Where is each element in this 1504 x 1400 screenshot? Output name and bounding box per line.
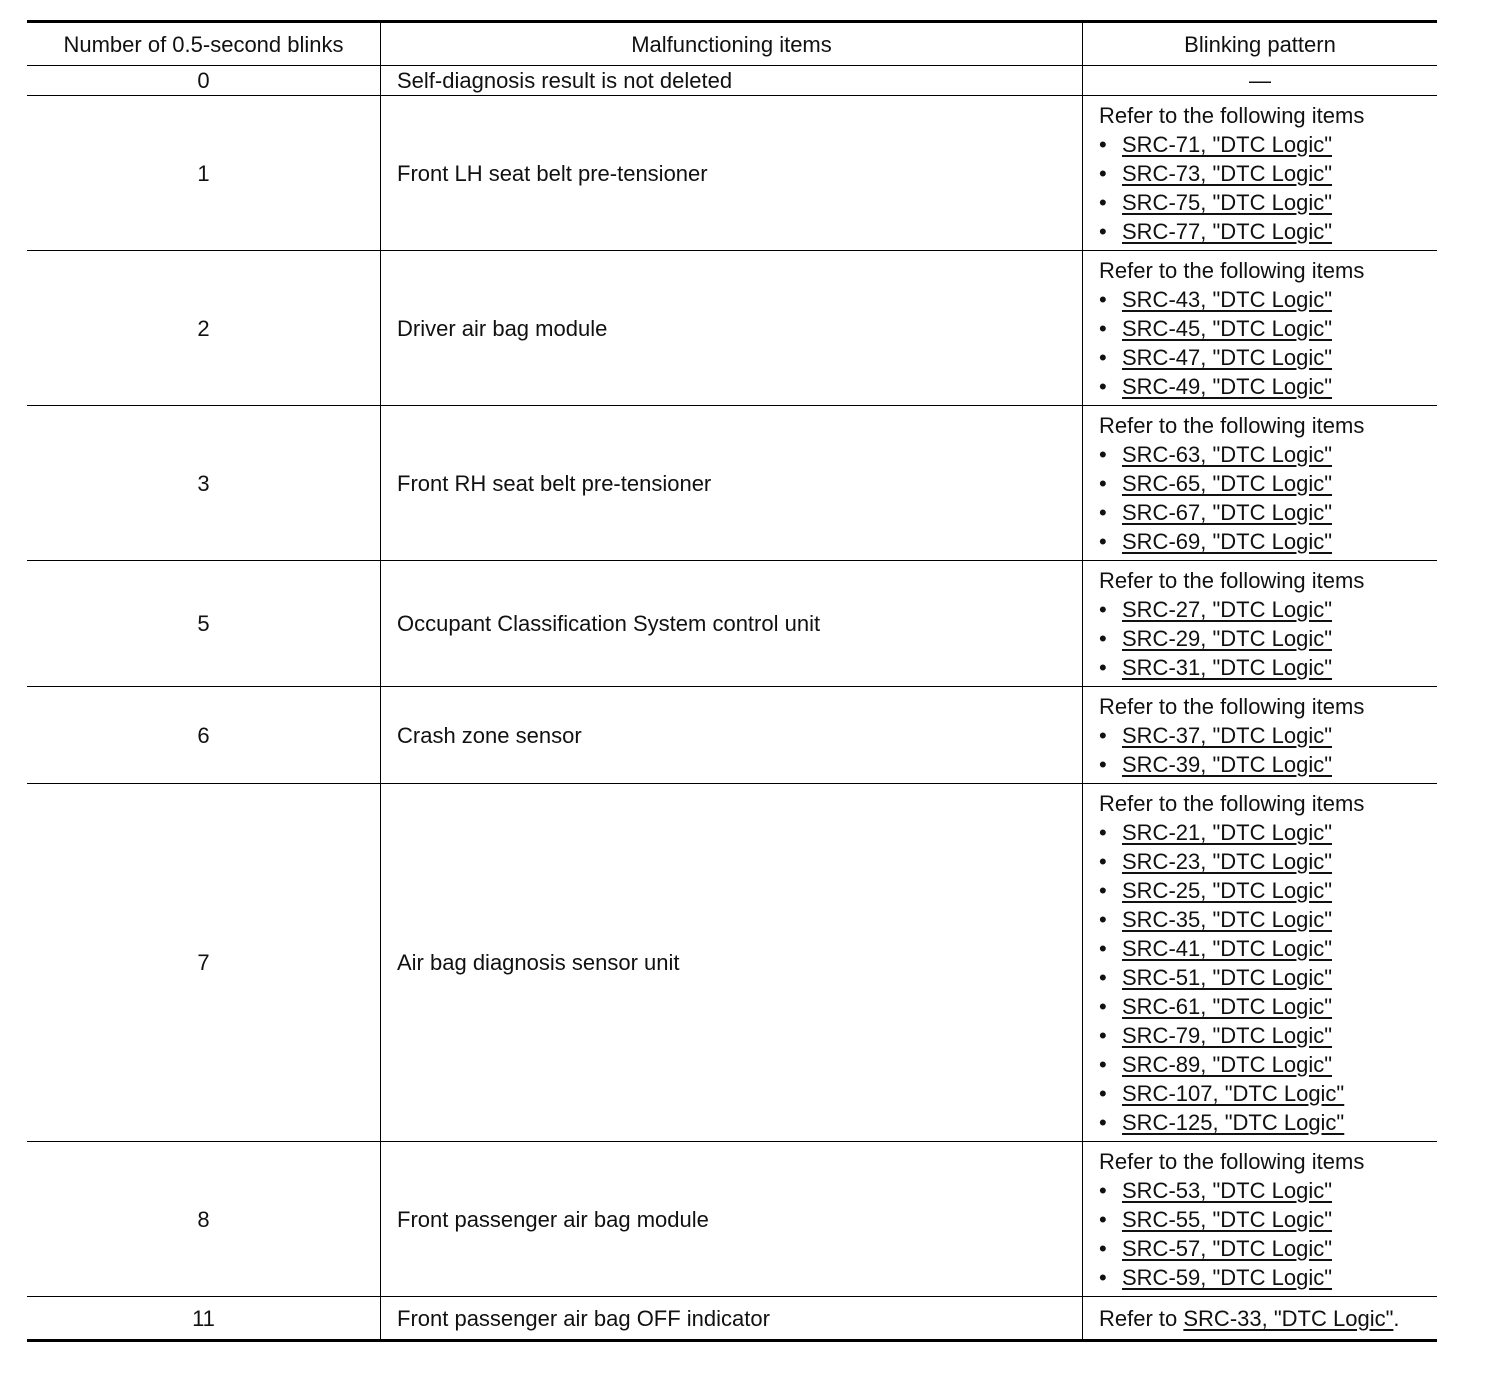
refs-lead: Refer to the following items — [1099, 694, 1365, 719]
pattern-cell — [1083, 1142, 1438, 1297]
refs-lead: Refer to the following items — [1099, 413, 1365, 438]
ref-link[interactable]: SRC-23, "DTC Logic" — [1122, 849, 1333, 874]
ref-link[interactable]: SRC-77, "DTC Logic" — [1122, 219, 1333, 244]
ref-list — [1099, 1176, 1437, 1292]
ref-link[interactable]: SRC-65, "DTC Logic" — [1122, 471, 1333, 496]
ref-item — [1099, 527, 1437, 556]
ref-link[interactable]: SRC-41, "DTC Logic" — [1122, 936, 1333, 961]
blinks-cell: 8 — [27, 1142, 381, 1297]
pattern-cell — [1083, 561, 1438, 687]
diagnosis-table — [27, 20, 1437, 1342]
blinks-cell: 0 — [27, 66, 381, 96]
ref-item — [1099, 159, 1437, 188]
ref-link[interactable]: SRC-57, "DTC Logic" — [1122, 1236, 1333, 1261]
ref-item — [1099, 469, 1437, 498]
pattern-cell — [1083, 406, 1438, 561]
pattern-cell — [1083, 66, 1438, 96]
ref-item — [1099, 1108, 1437, 1137]
ref-item — [1099, 1263, 1437, 1292]
refs-lead: Refer to the following items — [1099, 791, 1365, 816]
bullet: • — [1099, 1023, 1107, 1048]
item-cell: Front LH seat belt pre-tensioner — [381, 96, 1083, 251]
pattern-cell — [1083, 784, 1438, 1142]
header-pattern: Blinking pattern — [1083, 22, 1438, 66]
ref-item — [1099, 188, 1437, 217]
bullet: • — [1099, 219, 1107, 244]
refs-lead: Refer to the following items — [1099, 1149, 1365, 1174]
bullet: • — [1099, 161, 1107, 186]
ref-item — [1099, 934, 1437, 963]
ref-item — [1099, 130, 1437, 159]
refs-lead: Refer to the following items — [1099, 103, 1365, 128]
bullet: • — [1099, 723, 1107, 748]
item-cell: Front RH seat belt pre-tensioner — [381, 406, 1083, 561]
ref-link[interactable]: SRC-39, "DTC Logic" — [1122, 752, 1333, 777]
ref-link[interactable]: SRC-25, "DTC Logic" — [1122, 878, 1333, 903]
bullet: • — [1099, 500, 1107, 525]
table-row — [27, 1142, 1437, 1297]
bullet: • — [1099, 936, 1107, 961]
bullet: • — [1099, 994, 1107, 1019]
ref-link[interactable]: SRC-67, "DTC Logic" — [1122, 500, 1333, 525]
pattern-cell — [1083, 1297, 1438, 1341]
ref-link[interactable]: SRC-125, "DTC Logic" — [1122, 1110, 1345, 1135]
ref-link[interactable]: SRC-75, "DTC Logic" — [1122, 190, 1333, 215]
ref-item — [1099, 653, 1437, 682]
ref-list — [1099, 818, 1437, 1137]
pattern-cell — [1083, 251, 1438, 406]
ref-item — [1099, 1050, 1437, 1079]
item-cell: Crash zone sensor — [381, 687, 1083, 784]
bullet: • — [1099, 190, 1107, 215]
ref-item — [1099, 285, 1437, 314]
refs-lead: Refer to the following items — [1099, 258, 1365, 283]
bullet: • — [1099, 1265, 1107, 1290]
ref-link[interactable]: SRC-61, "DTC Logic" — [1122, 994, 1333, 1019]
ref-item — [1099, 440, 1437, 469]
ref-list — [1099, 595, 1437, 682]
ref-link[interactable]: SRC-29, "DTC Logic" — [1122, 626, 1333, 651]
bullet: • — [1099, 287, 1107, 312]
blinks-cell: 6 — [27, 687, 381, 784]
bullet: • — [1099, 820, 1107, 845]
ref-item — [1099, 1176, 1437, 1205]
table-row — [27, 1297, 1437, 1341]
bullet: • — [1099, 1178, 1107, 1203]
ref-link[interactable]: SRC-35, "DTC Logic" — [1122, 907, 1333, 932]
ref-item — [1099, 721, 1437, 750]
ref-link[interactable]: SRC-27, "DTC Logic" — [1122, 597, 1333, 622]
bullet: • — [1099, 442, 1107, 467]
bullet: • — [1099, 1110, 1107, 1135]
table-row — [27, 784, 1437, 1142]
blinks-cell: 5 — [27, 561, 381, 687]
header-blinks: Number of 0.5-second blinks — [27, 22, 381, 66]
table-row — [27, 561, 1437, 687]
blinks-cell: 7 — [27, 784, 381, 1142]
bullet: • — [1099, 878, 1107, 903]
ref-link[interactable]: SRC-63, "DTC Logic" — [1122, 442, 1333, 467]
ref-item — [1099, 217, 1437, 246]
ref-item — [1099, 905, 1437, 934]
bullet: • — [1099, 907, 1107, 932]
inline-suffix: . — [1393, 1305, 1400, 1331]
inline-prefix: Refer to — [1099, 1305, 1184, 1331]
table-row — [27, 406, 1437, 561]
ref-item — [1099, 1205, 1437, 1234]
ref-item — [1099, 1234, 1437, 1263]
ref-item — [1099, 847, 1437, 876]
bullet: • — [1099, 529, 1107, 554]
ref-item — [1099, 314, 1437, 343]
bullet: • — [1099, 345, 1107, 370]
ref-item — [1099, 963, 1437, 992]
ref-link[interactable]: SRC-21, "DTC Logic" — [1122, 820, 1333, 845]
ref-link[interactable]: SRC-43, "DTC Logic" — [1122, 287, 1333, 312]
ref-link[interactable]: SRC-79, "DTC Logic" — [1122, 1023, 1333, 1048]
bullet: • — [1099, 1081, 1107, 1106]
ref-link[interactable]: SRC-69, "DTC Logic" — [1122, 529, 1333, 554]
blinks-cell: 1 — [27, 96, 381, 251]
refs-lead: Refer to the following items — [1099, 568, 1365, 593]
ref-link[interactable]: SRC-73, "DTC Logic" — [1122, 161, 1333, 186]
ref-link[interactable]: SRC-47, "DTC Logic" — [1122, 345, 1333, 370]
pattern-cell — [1083, 96, 1438, 251]
ref-item — [1099, 1079, 1437, 1108]
ref-item — [1099, 498, 1437, 527]
ref-item — [1099, 992, 1437, 1021]
bullet: • — [1099, 1052, 1107, 1077]
bullet: • — [1099, 626, 1107, 651]
bullet: • — [1099, 374, 1107, 399]
ref-item — [1099, 343, 1437, 372]
item-cell: Occupant Classification System control unit — [381, 561, 1083, 687]
ref-item — [1099, 876, 1437, 905]
bullet: • — [1099, 1207, 1107, 1232]
ref-link[interactable]: SRC-31, "DTC Logic" — [1122, 655, 1333, 680]
blinks-cell: 11 — [27, 1297, 381, 1341]
table-row — [27, 96, 1437, 251]
ref-link[interactable]: SRC-71, "DTC Logic" — [1122, 132, 1333, 157]
ref-item — [1099, 372, 1437, 401]
item-cell: Air bag diagnosis sensor unit — [381, 784, 1083, 1142]
ref-list — [1099, 130, 1437, 246]
ref-item — [1099, 624, 1437, 653]
item-cell: Self-diagnosis result is not deleted — [381, 66, 1083, 96]
pattern-cell — [1083, 687, 1438, 784]
ref-list — [1099, 440, 1437, 556]
bullet: • — [1099, 316, 1107, 341]
item-cell: Front passenger air bag OFF indicator — [381, 1297, 1083, 1341]
ref-link[interactable]: SRC-89, "DTC Logic" — [1122, 1052, 1333, 1077]
header-items: Malfunctioning items — [381, 22, 1083, 66]
header-row — [27, 22, 1437, 66]
item-cell: Front passenger air bag module — [381, 1142, 1083, 1297]
bullet: • — [1099, 1236, 1107, 1261]
bullet: • — [1099, 471, 1107, 496]
item-cell: Driver air bag module — [381, 251, 1083, 406]
bullet: • — [1099, 655, 1107, 680]
ref-list — [1099, 285, 1437, 401]
blinks-cell: 2 — [27, 251, 381, 406]
bullet: • — [1099, 597, 1107, 622]
blinks-cell: 3 — [27, 406, 381, 561]
table-row — [27, 251, 1437, 406]
ref-item — [1099, 595, 1437, 624]
ref-link[interactable]: SRC-33, "DTC Logic" — [1183, 1305, 1394, 1331]
bullet: • — [1099, 965, 1107, 990]
bullet: • — [1099, 752, 1107, 777]
ref-item — [1099, 818, 1437, 847]
ref-link[interactable]: SRC-51, "DTC Logic" — [1122, 965, 1333, 990]
table-row — [27, 687, 1437, 784]
ref-link[interactable]: SRC-53, "DTC Logic" — [1122, 1178, 1333, 1203]
table-row — [27, 66, 1437, 96]
bullet: • — [1099, 132, 1107, 157]
dash-text: — — [1249, 68, 1271, 93]
ref-item — [1099, 750, 1437, 779]
ref-link[interactable]: SRC-59, "DTC Logic" — [1122, 1265, 1333, 1290]
ref-link[interactable]: SRC-107, "DTC Logic" — [1122, 1081, 1345, 1106]
ref-list — [1099, 721, 1437, 779]
ref-link[interactable]: SRC-55, "DTC Logic" — [1122, 1207, 1333, 1232]
ref-item — [1099, 1021, 1437, 1050]
ref-link[interactable]: SRC-37, "DTC Logic" — [1122, 723, 1333, 748]
ref-link[interactable]: SRC-49, "DTC Logic" — [1122, 374, 1333, 399]
bullet: • — [1099, 849, 1107, 874]
ref-link[interactable]: SRC-45, "DTC Logic" — [1122, 316, 1333, 341]
